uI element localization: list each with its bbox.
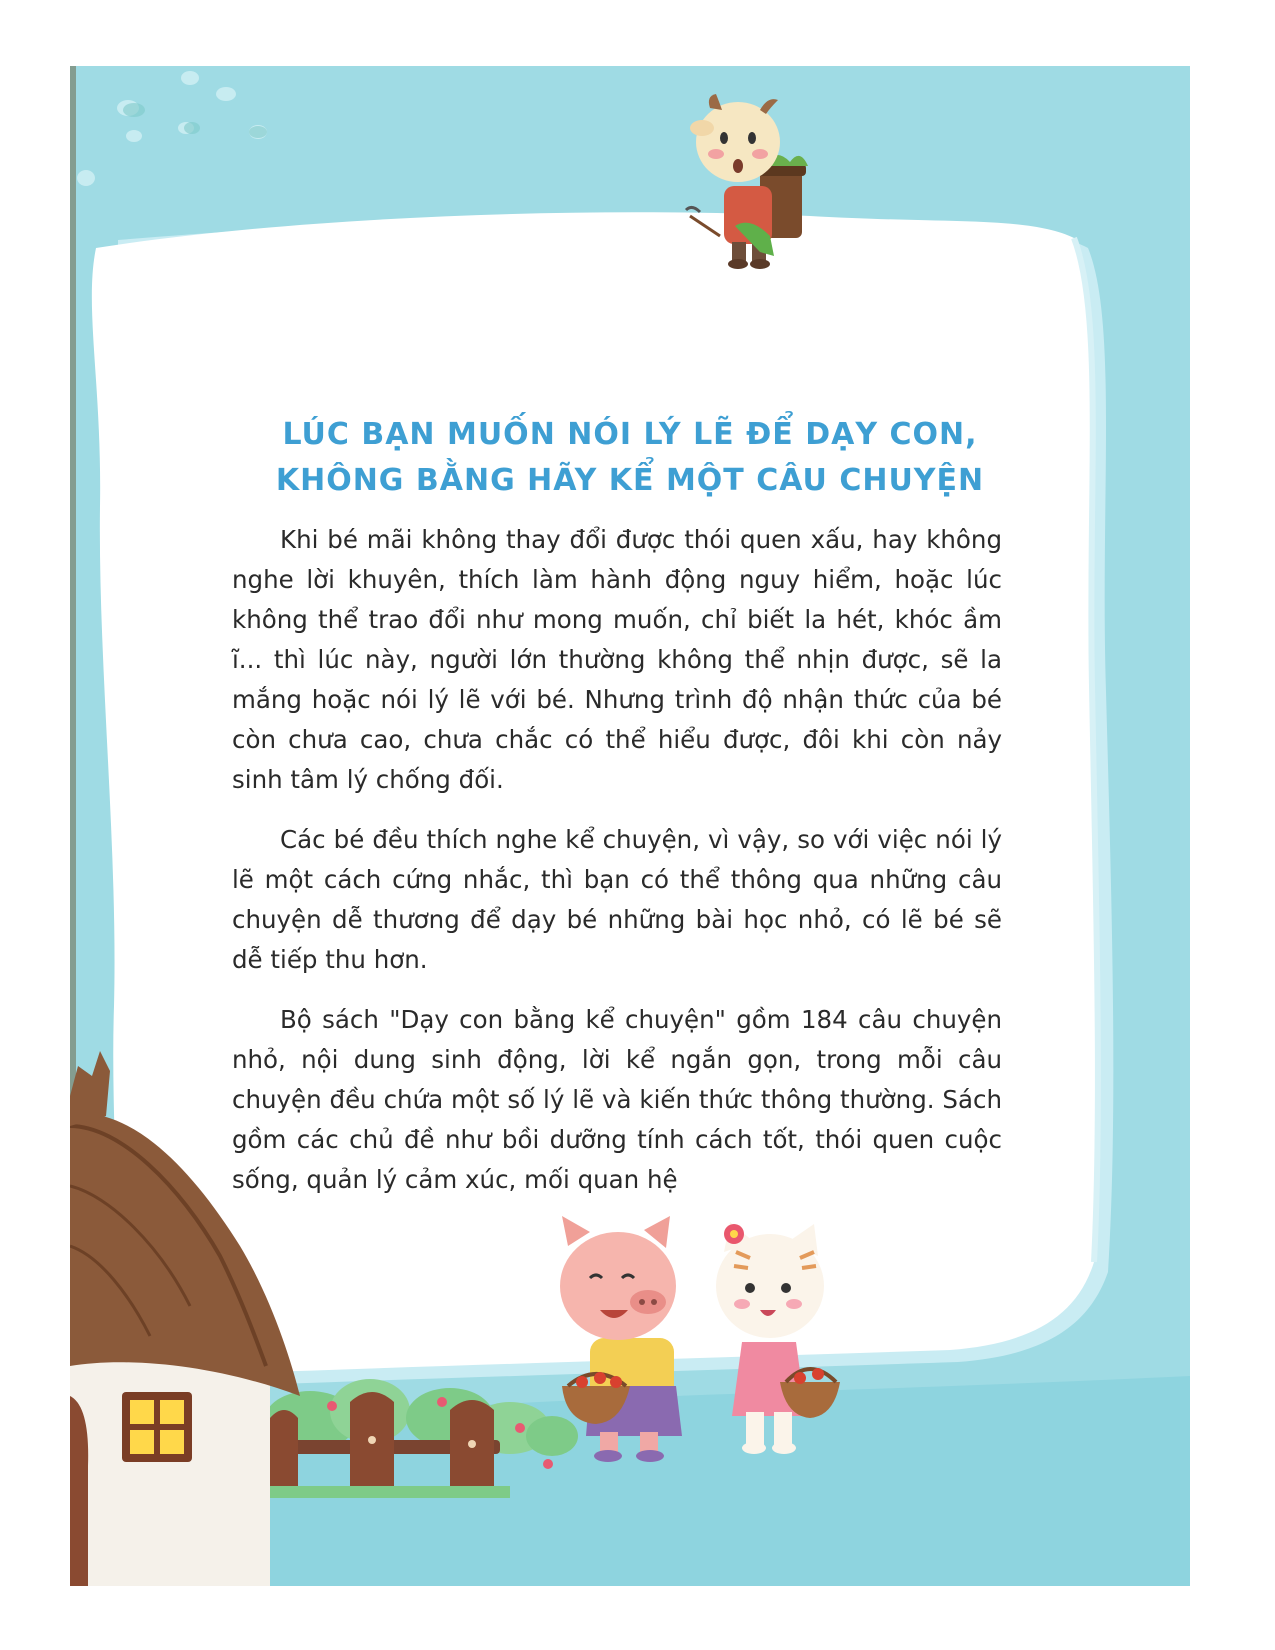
decorative-dots bbox=[77, 71, 267, 186]
body-text bbox=[232, 520, 1002, 1220]
page-title bbox=[70, 412, 1190, 504]
book-page bbox=[70, 66, 1190, 1586]
paragraph: Khi bé mãi không thay đổi được thói quen xấu, hay không nghe lời khuyên, thích làm hành động nguy hiểm, hoặc lúc không thể trao đổi như mong muốn, chỉ biết la hét, khóc ầm ĩ... thì lúc này, người lớn thường không thể nhịn được, sẽ la mắng hoặc nói lý lẽ với bé. Nhưng trình độ nhận thức của bé còn chưa cao, chưa chắc có thể hiểu được, đôi khi còn nảy sinh tâm lý chống đối. bbox=[232, 525, 1002, 794]
paragraph: Các bé đều thích nghe kể chuyện, vì vậy, so với việc nói lý lẽ một cách cứng nhắc, thì bạn có thể thông qua những câu chuyện dễ thương để dạy bé những bài học nhỏ, có lẽ bé sẽ dễ tiếp thu hơn. bbox=[232, 825, 1002, 974]
title-line-1: LÚC BẠN MUỐN NÓI LÝ LẼ ĐỂ DẠY CON, bbox=[282, 417, 978, 452]
title-line-2: KHÔNG BẰNG HÃY KỂ MỘT CÂU CHUYỆN bbox=[275, 463, 985, 498]
paragraph: Bộ sách "Dạy con bằng kể chuyện" gồm 184 câu chuyện nhỏ, nội dung sinh động, lời kể ngắn gọn, trong mỗi câu chuyện đều chứa một số lý lẽ và kiến thức thông thường. Sách gồm các chủ đề như bồi dưỡng tính cách tốt, thói quen cuộc sống, quản lý cảm xúc, mối quan hệ bbox=[232, 1005, 1002, 1194]
